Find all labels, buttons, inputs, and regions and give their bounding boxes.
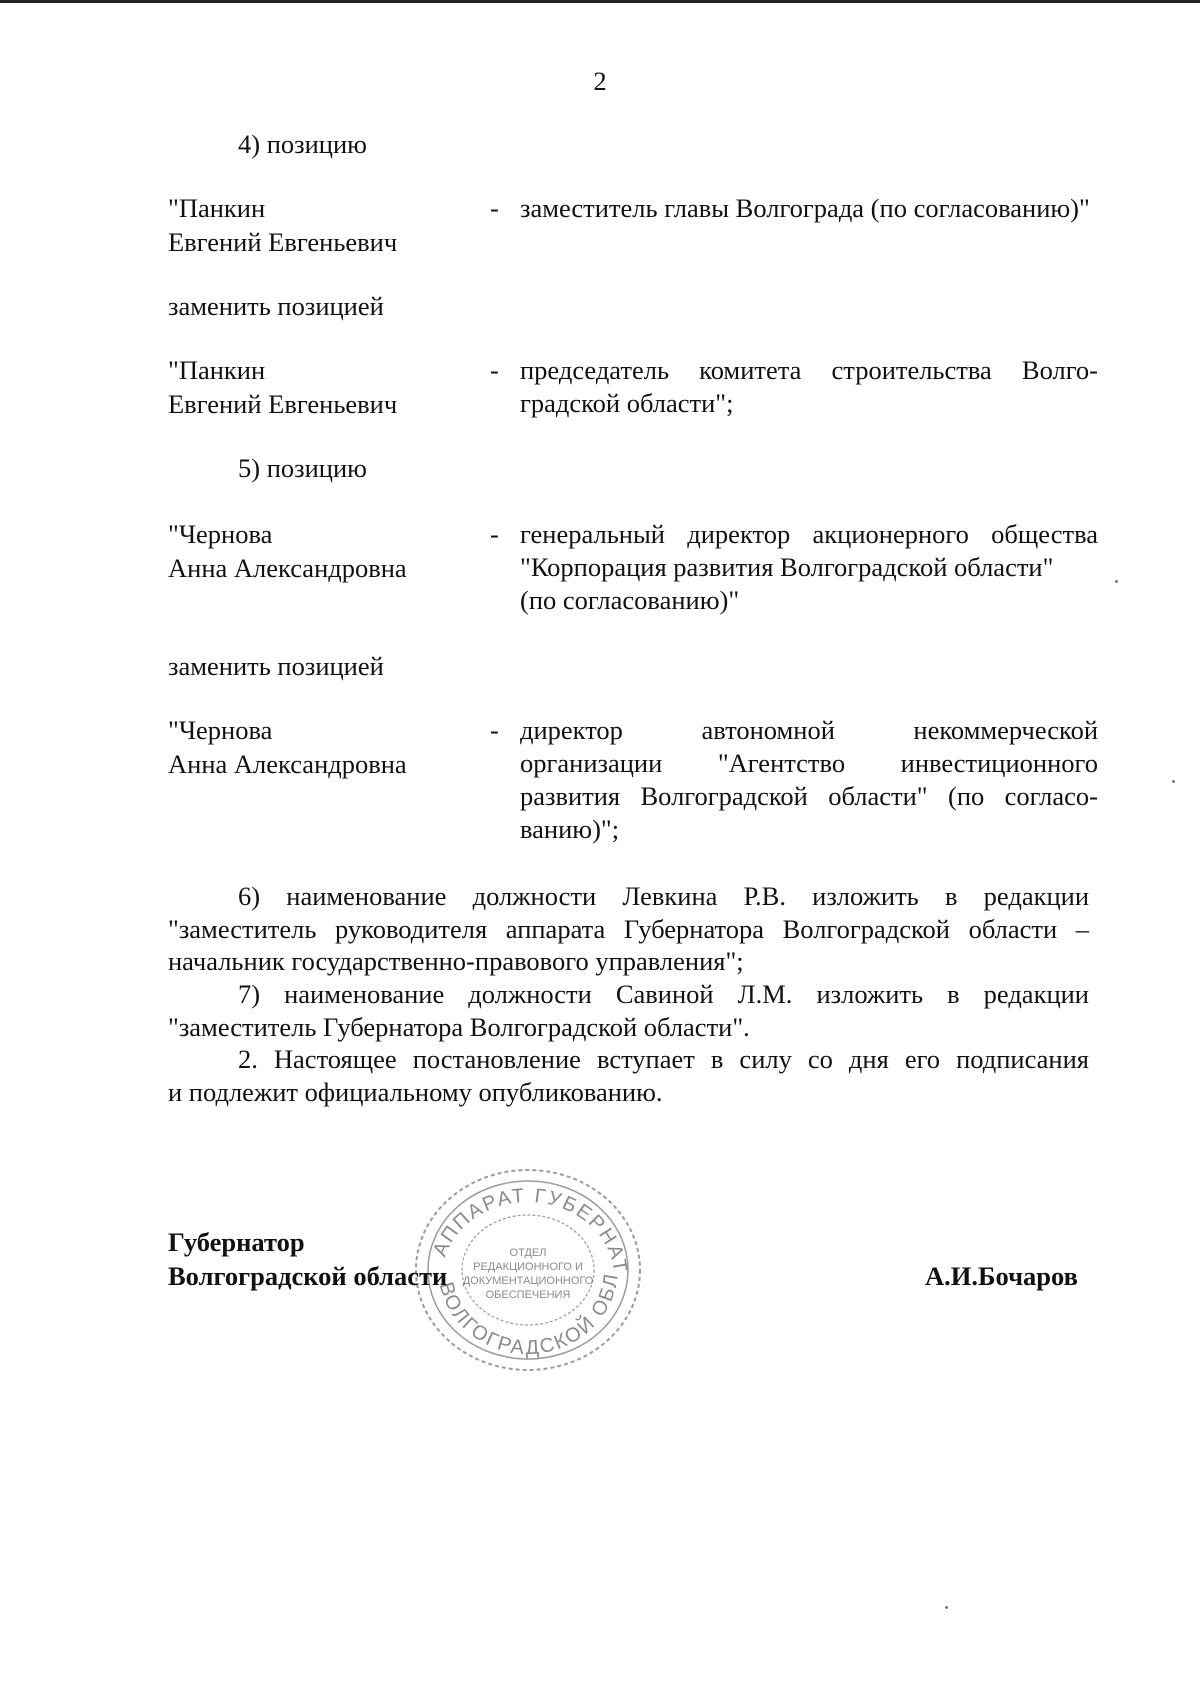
item4-intro: 4) позицию	[238, 129, 367, 159]
item4-new-position	[520, 354, 1098, 420]
seal-center-line3: ДОКУМЕНТАЦИОННОГО	[462, 1275, 594, 1287]
item5-new-position-line2: организации "Агентство инвестиционного	[520, 748, 1098, 778]
item5-old-position-line1: генеральный директор акционерного общества	[520, 519, 1098, 549]
item5-new-position-line1: директор автономной некоммерческой	[520, 715, 1098, 745]
clause2-line2: и подлежит официальному опубликованию.	[168, 1076, 663, 1107]
item4-new-name-line2: Евгений Евгеньевич	[168, 389, 398, 419]
seal-center-line1: ОТДЕЛ	[509, 1247, 547, 1259]
clause2-line1: 2. Настоящее постановление вступает в силу со дня его подписания	[238, 1044, 1089, 1074]
signature-title-line2: Волгоградской области	[168, 1261, 448, 1291]
seal-ring-bottom: ВОЛГОГРАДСКОЙ ОБЛ	[434, 1270, 624, 1360]
page-number: 2	[593, 66, 607, 96]
item5-old-dash: -	[490, 519, 499, 549]
item4-old-position: заместитель главы Волгограда (по согласованию)"	[520, 193, 1090, 223]
item7-line2: "заместитель Губернатора Волгоградской области".	[168, 1011, 750, 1042]
item5-intro: 5) позицию	[238, 453, 367, 483]
item6-paragraph	[168, 880, 1089, 978]
item4-replace-text: заменить позицией	[168, 291, 384, 321]
item5-old-name-line2: Анна Александровна	[168, 553, 407, 583]
scan-speck	[945, 1606, 948, 1609]
scan-speck	[1172, 780, 1175, 783]
item5-new-name-line1: "Чернова	[168, 715, 273, 745]
signature-title-line1: Губернатор	[168, 1227, 305, 1257]
item6-line2: "заместитель руководителя аппарата Губернатора Волгоградской области –	[168, 913, 1089, 944]
item4-new-dash: -	[490, 355, 499, 385]
item5-old-position-line3: (по согласованию)"	[520, 585, 740, 615]
seal-ring-top: АППАРАТ ГУБЕРНАТ	[429, 1184, 631, 1275]
item6-line1: 6) наименование должности Левкина Р.В. изложить в редакции	[238, 881, 1089, 911]
item5-new-dash: -	[490, 715, 499, 745]
clause2-paragraph	[168, 1043, 1089, 1108]
item4-new-name-line1: "Панкин	[168, 355, 266, 385]
item5-new-position	[520, 714, 1098, 846]
item4-new-position-line1: председатель комитета строительства Волго-	[520, 355, 1098, 385]
item4-old-name-line2: Евгений Евгеньевич	[168, 227, 398, 257]
seal-center-line4: ОБЕСПЕЧЕНИЯ	[485, 1289, 571, 1301]
item5-old-position	[520, 518, 1098, 617]
item5-replace-text: заменить позицией	[168, 651, 384, 681]
seal-center-line2: РЕДАКЦИОННОГО И	[473, 1261, 583, 1273]
item5-new-position-line4: ванию)";	[520, 814, 620, 844]
signatory-name: А.И.Бочаров	[925, 1261, 1078, 1291]
item5-new-position-line3: развития Волгоградской области" (по согласо-	[520, 781, 1098, 811]
item7-line1: 7) наименование должности Савиной Л.М. изложить в редакции	[238, 979, 1089, 1009]
item4-old-dash: -	[490, 193, 499, 223]
item5-old-position-line2: "Корпорация развития Волгоградской области"	[520, 552, 1054, 582]
scan-speck	[1115, 580, 1118, 583]
item6-line3: начальник государственно-правового управления";	[168, 946, 744, 976]
item5-old-name-line1: "Чернова	[168, 519, 273, 549]
item7-paragraph	[168, 978, 1089, 1043]
item4-new-position-line2: градской области";	[520, 388, 734, 418]
item4-old-name-line1: "Панкин	[168, 193, 266, 223]
item5-new-name-line2: Анна Александровна	[168, 749, 407, 779]
